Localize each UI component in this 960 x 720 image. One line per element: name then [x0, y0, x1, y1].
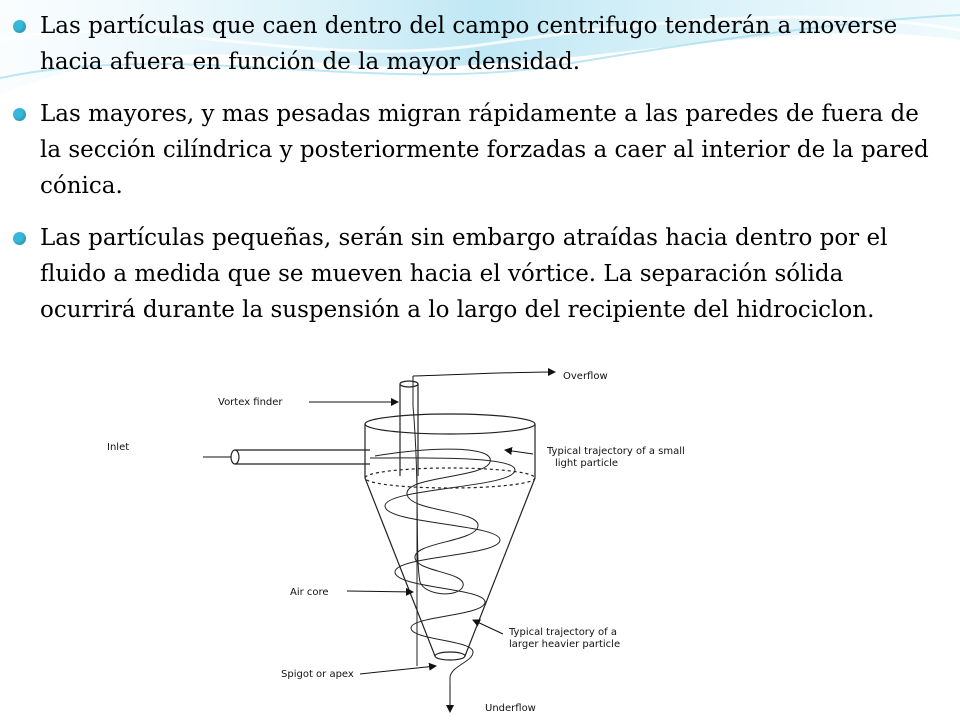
label-spigot: Spigot or apex	[281, 669, 354, 680]
label-small-particle-1: Typical trajectory of a small	[547, 446, 685, 457]
label-vortex-finder: Vortex finder	[218, 397, 283, 408]
bullet-item	[10, 8, 945, 80]
large-particle-leader	[473, 620, 503, 634]
spigot-outlet	[435, 652, 465, 660]
spigot-leader	[360, 666, 436, 674]
bullet-item	[10, 96, 945, 204]
label-air-core: Air core	[290, 587, 329, 598]
bullet-dot-icon	[13, 108, 26, 121]
label-large-particle-2: larger heavier particle	[509, 639, 621, 650]
cylinder-bottom	[365, 468, 535, 488]
air-core-leader	[347, 591, 413, 592]
bullet-text: Las partículas pequeñas, serán sin embargo atraídas hacia dentro por el fluido a medida que se mueven hacia el vórtice. La separación sólida ocurrirá durante la suspensión a lo largo del recipiente del hidrociclon.	[40, 225, 888, 323]
inlet-opening	[231, 450, 239, 464]
bullet-list	[10, 8, 945, 344]
label-small-particle-2: light particle	[555, 458, 619, 469]
cylinder-top	[365, 414, 535, 434]
bullet-dot-icon	[13, 20, 26, 33]
bullet-dot-icon	[13, 232, 26, 245]
vortex-finder-top	[400, 381, 418, 387]
overflow-arrow	[413, 372, 555, 376]
hydrocyclone-drawing	[95, 366, 755, 720]
bullet-text: Las mayores, y mas pesadas migran rápidamente a las paredes de fuera de la sección cilíndrica y posteriormente forzadas a caer al interior de la pared cónica.	[40, 101, 929, 199]
label-overflow: Overflow	[563, 371, 608, 382]
bullet-item	[10, 220, 945, 328]
small-particle-leader	[505, 450, 533, 454]
label-large-particle-1: Typical trajectory of a	[509, 627, 617, 638]
bullet-text: Las partículas que caen dentro del campo centrifugo tenderán a moverse hacia afuera en función de la mayor densidad.	[40, 13, 898, 75]
label-underflow: Underflow	[485, 703, 536, 714]
hydrocyclone-diagram	[95, 366, 755, 720]
large-particle-trajectory	[370, 458, 515, 706]
label-inlet: Inlet	[107, 442, 130, 453]
